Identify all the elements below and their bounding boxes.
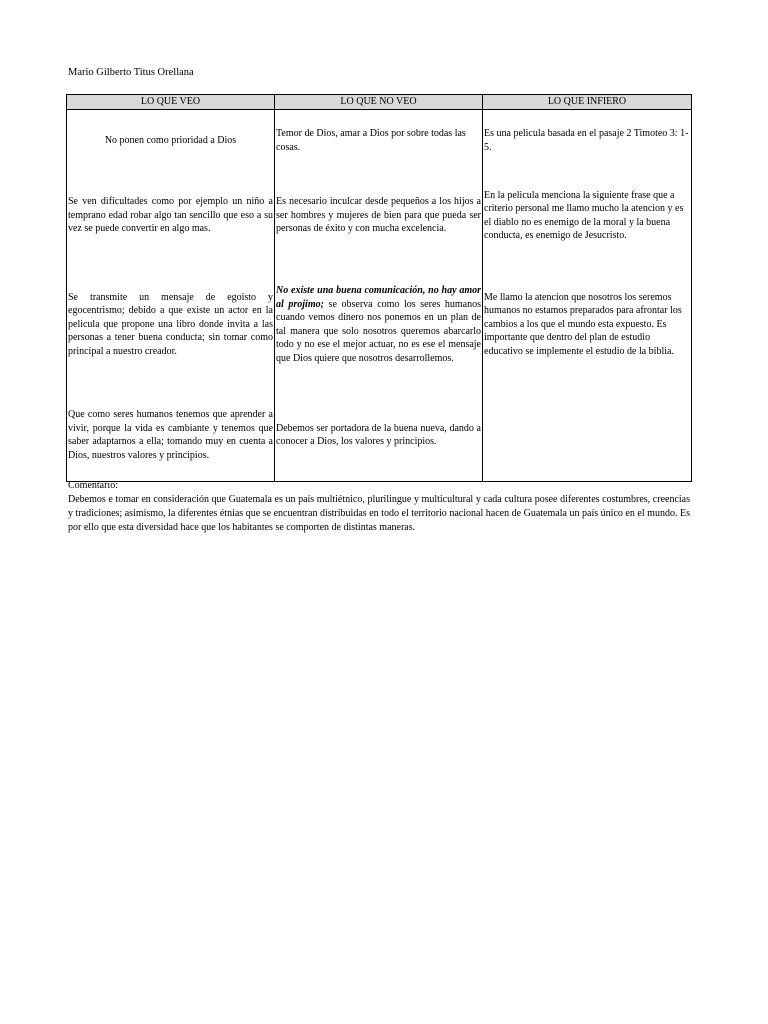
comment-text: Debemos e tomar en consideración que Guatemala es un país multiétnico, plurilingue y multicultural y cada cultura posee diferentes costumbres, creencias y tradiciones; asimismo, la diferentes étnias que se encuentran distribuidas en todo el territorio nacional hacen de Guatemala un país único en el mundo. Es por ello que esta diversidad hace que los habitantes se comporten de distintas maneras.: [68, 494, 690, 533]
table-row: [67, 172, 692, 260]
cell-veo: Se transmite un mensaje de egoisto y egocentrismo; debido a que existe un actor en la pelicula que propone una libro donde invita a las personas a tener buena conducta; sin tomar como principal a nuestro creador.: [67, 260, 275, 390]
header-lo-que-veo: LO QUE VEO: [67, 95, 275, 110]
table-row: [67, 390, 692, 482]
author-name: Mario Gilberto Titus Orellana: [68, 67, 194, 78]
analysis-table: [66, 94, 692, 482]
table-header-row: [67, 95, 692, 110]
cell-text: se observa como los seres humanos cuando vemos dinero nos ponemos en un plan de tal manera que solo nosotros queremos abarcarlo todo y no ese el mejor actuar, no es ese el mensaje que Dios quiere que nosotros desarrollemos.: [276, 298, 481, 364]
comment-label: Comentario:: [68, 480, 118, 491]
header-lo-que-infiero: LO QUE INFIERO: [483, 95, 692, 110]
header-lo-que-no-veo: LO QUE NO VEO: [275, 95, 483, 110]
cell-no-veo: Temor de Dios, amar a Dios por sobre todas las cosas.: [275, 110, 483, 172]
cell-veo: No ponen como prioridad a Dios: [67, 110, 275, 172]
cell-infiero: En la pelicula menciona la siguiente frase que a criterio personal me llamo mucho la atencion y es el diablo no es enemigo de la moral y la buena conducta, es enemigo de Jesucristo.: [483, 172, 692, 260]
comment-section: [68, 479, 690, 535]
cell-no-veo: [275, 260, 483, 390]
cell-infiero: [483, 390, 692, 482]
cell-infiero: Me llamo la atencion que nosotros los seremos humanos no estamos preparados para afrontar los cambios a los que el mundo esta expuesto. Es importante que dentro del plan de estudio educativo se implemente el estudio de la biblia.: [483, 260, 692, 390]
cell-no-veo: Es necesario inculcar desde pequeños a los hijos a ser hombres y mujeres de bien para que pueda ser personas de éxito y con mucha excelencia.: [275, 172, 483, 260]
table-row: [67, 260, 692, 390]
table-row: [67, 110, 692, 172]
cell-veo: Que como seres humanos tenemos que aprender a vivir, porque la vida es cambiante y tenemos que saber adaptarnos a ella; tomando muy en cuenta a Dios, nuestros valores y principios.: [67, 390, 275, 482]
cell-infiero: Es una pelicula basada en el pasaje 2 Timoteo 3: 1-5.: [483, 110, 692, 172]
cell-veo: Se ven dificultades como por ejemplo un niño a temprano edad robar algo tan sencillo que eso a su vez se puede convertir en algo mas.: [67, 172, 275, 260]
cell-no-veo: Debemos ser portadora de la buena nueva, dando a conocer a Dios, los valores y principios.: [275, 390, 483, 482]
emphasis-text: No existe una buena comunicación, no hay amor al projimo;: [276, 285, 481, 310]
